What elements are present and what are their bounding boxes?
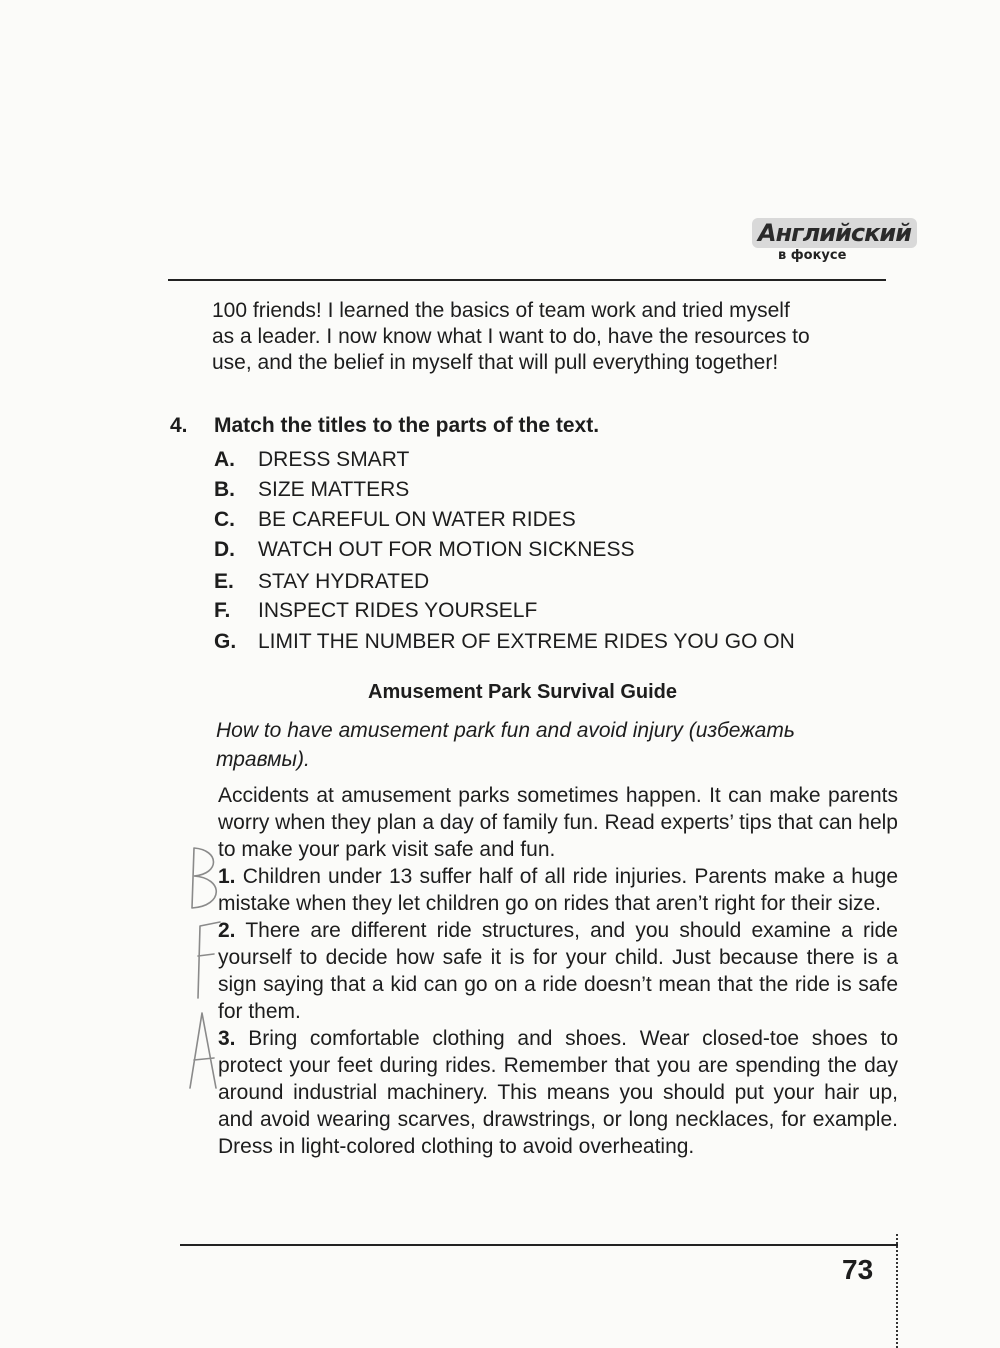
paragraph-number: 1. [218,865,236,888]
option-item [214,570,429,594]
article-body [218,782,898,1160]
page-edge-dots [896,1234,898,1348]
paragraph-text: Bring comfortable clothing and shoes. Wear closed-toe shoes to protect your feet during rides. Remember that you are spending the day around industrial machinery. This means you should put your hair up, and avoid wearing scarves, drawstrings, or long necklaces, for example. Dress in light-colored clothing to avoid overheating. [218,1027,898,1158]
option-letter: E. [214,570,234,593]
option-text: INSPECT RIDES YOURSELF [258,599,538,622]
task-title: Match the titles to the parts of the text. [214,414,600,437]
option-text: DRESS SMART [258,448,410,471]
option-text: BE CAREFUL ON WATER RIDES [258,508,576,531]
intro-line-2: as a leader. I now know what I want to do, have the resources to [212,325,810,348]
handwritten-mark-a [190,1013,216,1088]
option-letter: F. [214,599,231,622]
option-text: STAY HYDRATED [258,570,430,593]
task-number: 4. [170,414,188,437]
header-rule [168,279,886,281]
intro-line-1: 100 friends! I learned the basics of team work and tried myself [212,299,790,322]
paragraph-number: 3. [218,1027,236,1050]
option-letter: G. [214,630,237,653]
handwritten-mark-b [192,848,216,908]
option-item [214,448,409,472]
option-item [214,508,576,532]
option-letter: C. [214,508,235,531]
option-item [214,478,409,502]
paragraph-number: 2. [218,919,236,942]
option-item [214,538,634,562]
paragraph-text: Children under 13 suffer half of all ride injuries. Parents make a huge mistake when they let children go on rides that aren’t right for their size. [218,865,898,915]
handwritten-mark-f [198,922,220,998]
paragraph-text: There are different ride structures, and you should examine a ride yourself to decide how safe it is for your child. Just because there is a sign saying that a kid can go on a ride doesn’t mean that the ride is safe for them. [218,919,898,1023]
intro-line-3: use, and the belief in myself that will pull everything together! [212,351,779,374]
logo-subtitle: в фокусе [778,248,847,263]
article-subtitle-line-2: травмы). [216,748,310,771]
option-text: WATCH OUT FOR MOTION SICKNESS [258,538,635,561]
article-paragraph-2 [218,917,898,1025]
article-paragraph-3 [218,1025,898,1160]
option-letter: A. [214,448,235,471]
option-item [214,599,537,623]
article-heading: Amusement Park Survival Guide [368,681,678,703]
option-text: SIZE MATTERS [258,478,410,501]
page-number: 73 [842,1254,874,1285]
option-letter: D. [214,538,235,561]
article-paragraph-1 [218,863,898,917]
option-text: LIMIT THE NUMBER OF EXTREME RIDES YOU GO ON [258,630,795,653]
footer-rule [180,1244,898,1246]
handwritten-marks [180,838,226,1108]
article-subtitle-line-1: How to have amusement park fun and avoid injury (избежать [216,719,795,742]
option-item [214,630,795,654]
publisher-logo [752,218,912,268]
article-intro: Accidents at amusement parks sometimes happen. It can make parents worry when they plan a day of family fun. Read experts’ tips that can help to make your park visit safe and fun. [218,784,898,861]
option-letter: B. [214,478,235,501]
logo-title: Английский [752,218,917,248]
